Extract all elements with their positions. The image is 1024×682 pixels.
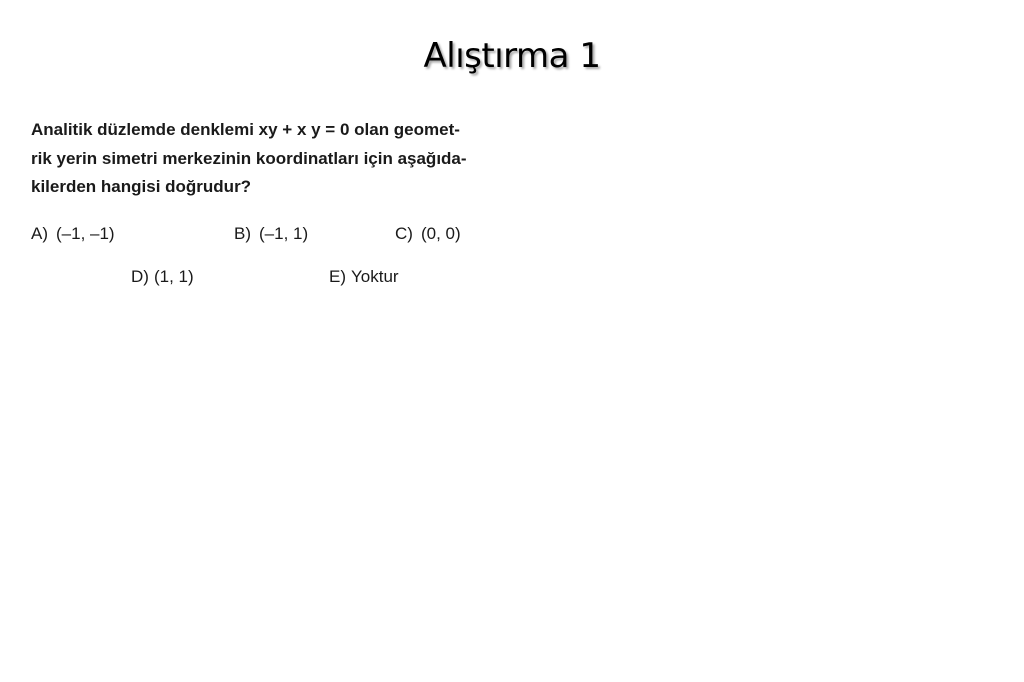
option-value: (–1, 1) xyxy=(259,224,309,243)
option-e xyxy=(329,267,399,287)
option-letter: C) xyxy=(395,224,413,243)
question-line: Analitik düzlemde denklemi xy + x y = 0 olan geomet- xyxy=(31,120,460,139)
question-text xyxy=(31,116,521,202)
option-b xyxy=(234,224,308,244)
option-value: (0, 0) xyxy=(420,224,461,243)
option-value: Yoktur xyxy=(351,267,399,286)
option-value: (–1, –1) xyxy=(56,224,115,243)
question-line: kilerden hangisi doğrudur? xyxy=(31,177,252,196)
option-d xyxy=(131,267,194,287)
option-a xyxy=(31,224,115,244)
slide-title: Alıştırma 1 xyxy=(423,36,601,76)
option-letter: D) xyxy=(131,267,149,286)
option-letter: B) xyxy=(234,224,251,243)
question-line: rik yerin simetri merkezinin koordinatları için aşağıda- xyxy=(31,148,467,168)
option-value: (1, 1) xyxy=(153,267,194,286)
option-letter: A) xyxy=(31,224,48,243)
option-letter: E) xyxy=(329,267,346,286)
option-c xyxy=(395,224,461,244)
